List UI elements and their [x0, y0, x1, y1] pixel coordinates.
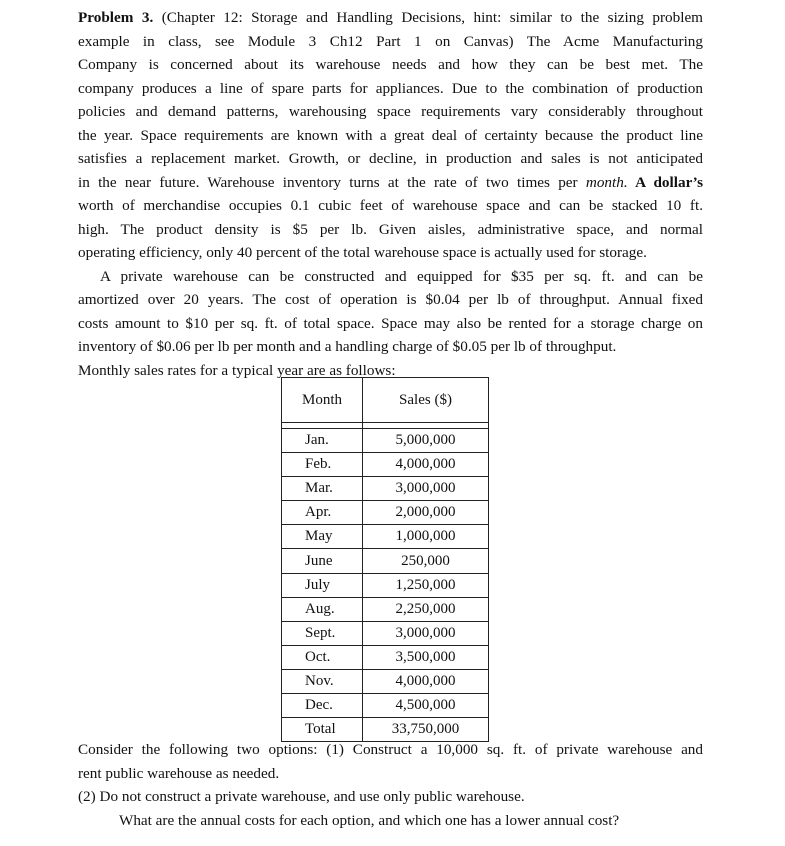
month-cell: July: [282, 573, 363, 597]
text-line: policies and demand patterns, warehousing space requirements vary considerably throughout: [78, 103, 703, 120]
month-cell: Nov.: [282, 669, 363, 693]
table-body: [282, 429, 489, 742]
month-cell: Feb.: [282, 453, 363, 477]
problem-paragraph-1: [78, 6, 703, 265]
text-line: operating efficiency, only 40 percent of the total warehouse space is actually used for storage.: [78, 244, 647, 261]
text-line: Problem 3. (Chapter 12: Storage and Handling Decisions, hint: similar to the sizing problem: [78, 9, 703, 26]
month-cell: Apr.: [282, 501, 363, 525]
text-line: example in class, see Module 3 Ch12 Part 1 on Canvas) The Acme Manufacturing: [78, 32, 703, 50]
text-line: Company is concerned about its warehouse needs and how they can be best met. The: [78, 56, 703, 73]
monthly-sales-table: [281, 377, 489, 742]
question-line: What are the annual costs for each option, and which one has a lower annual cost?: [119, 811, 620, 829]
text-line: amortized over 20 years. The cost of operation is $0.04 per lb of throughput. Annual fixed: [78, 291, 703, 308]
table-row: [282, 549, 489, 573]
month-cell: Jan.: [282, 429, 363, 453]
sales-cell: 2,250,000: [363, 597, 489, 621]
sales-cell: 3,500,000: [363, 645, 489, 669]
table-row: [282, 477, 489, 501]
sales-cell: 1,000,000: [363, 525, 489, 549]
options-text: [78, 738, 703, 832]
sales-cell: 250,000: [363, 549, 489, 573]
text-line: satisfies a replacement market. Growth, or decline, in production and sales is not anticipated: [78, 150, 703, 167]
text-line: inventory of $0.06 per lb per month and a handling charge of $0.05 per lb of throughput.: [78, 338, 617, 355]
text-line: high. The product density is $5 per lb. Given aisles, administrative space, and normal: [78, 220, 703, 238]
month-cell: June: [282, 549, 363, 573]
text-line: Consider the following two options: (1) Construct a 10,000 sq. ft. of private warehouse and: [78, 741, 703, 758]
text-line: (2) Do not construct a private warehouse, and use only public warehouse.: [78, 788, 525, 805]
problem-paragraph-2: [78, 265, 703, 383]
month-cell: Dec.: [282, 694, 363, 718]
problem-heading: Problem 3.: [78, 9, 154, 26]
text-line: rent public warehouse as needed.: [78, 764, 280, 782]
table-row: [282, 694, 489, 718]
table-row: [282, 621, 489, 645]
sales-table-container: [281, 377, 489, 742]
column-header-month: Month: [282, 378, 363, 423]
table-row: [282, 501, 489, 525]
text-line: costs amount to $10 per sq. ft. of total space. Space may also be rented for a storage charge on: [78, 314, 703, 332]
sales-cell: 33,750,000: [363, 718, 489, 742]
text-line: company produces a line of spare parts for appliances. Due to the combination of production: [78, 79, 703, 97]
sales-cell: 3,000,000: [363, 621, 489, 645]
table-row: [282, 669, 489, 693]
sales-cell: 4,000,000: [363, 669, 489, 693]
month-cell: Aug.: [282, 597, 363, 621]
sales-cell: 4,000,000: [363, 453, 489, 477]
table-header-row: [282, 378, 489, 423]
month-cell: Total: [282, 718, 363, 742]
sales-cell: 2,000,000: [363, 501, 489, 525]
text-line: in the near future. Warehouse inventory turns at the rate of two times per month. A dollar’s: [78, 173, 703, 191]
table-row: [282, 597, 489, 621]
table-row: [282, 645, 489, 669]
sales-cell: 3,000,000: [363, 477, 489, 501]
options-paragraph: [78, 738, 703, 832]
sales-cell: 5,000,000: [363, 429, 489, 453]
text-line: Monthly sales rates for a typical year are as follows:: [78, 361, 396, 379]
month-cell: Oct.: [282, 645, 363, 669]
month-cell: May: [282, 525, 363, 549]
table-row: [282, 525, 489, 549]
sales-cell: 1,250,000: [363, 573, 489, 597]
problem-text: [78, 6, 703, 382]
column-header-sales: Sales ($): [363, 378, 489, 423]
text-line: the year. Space requirements are known with a great deal of certainty because the product line: [78, 126, 703, 144]
table-row: [282, 573, 489, 597]
table-row: [282, 453, 489, 477]
text-line: A private warehouse can be constructed and equipped for $35 per sq. ft. and can be: [100, 267, 703, 285]
sales-cell: 4,500,000: [363, 694, 489, 718]
text-line: worth of merchandise occupies 0.1 cubic feet of warehouse space and can be stacked 10 ft.: [78, 197, 703, 214]
month-cell: Sept.: [282, 621, 363, 645]
month-cell: Mar.: [282, 477, 363, 501]
table-row: [282, 429, 489, 453]
